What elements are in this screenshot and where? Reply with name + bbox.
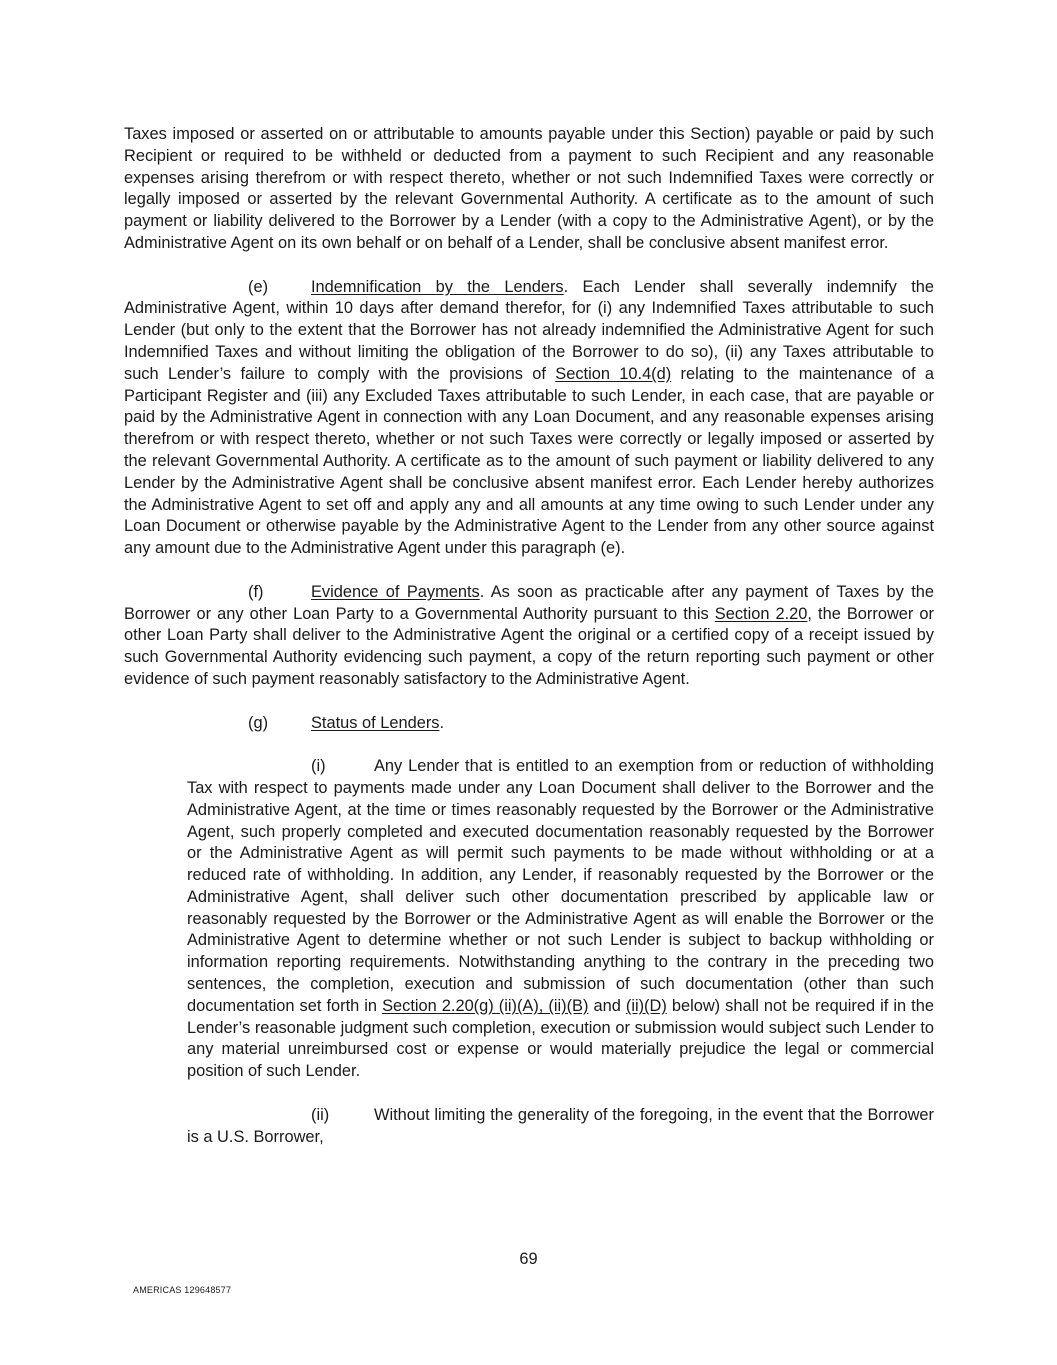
paragraph-e-label: (e) — [248, 277, 269, 296]
subparagraph-g-ii-text-1: Without limiting the generality of the foregoing, in the event that the Borrower is a U.S. Borrower, — [187, 1105, 934, 1146]
continuation-paragraph — [124, 124, 934, 255]
paragraph-g-heading: Status of Lenders — [311, 713, 440, 732]
section-reference-link: Section 2.20 — [714, 604, 808, 623]
subparagraph-g-i-text-3: below) shall not be required if in the Lender’s reasonable judgment such completion, execution or submission would subject such Lender to any material unreimbursed cost or expense or would materially prejudice the legal or commercial position of such Lender. — [187, 996, 934, 1081]
paragraph-e-text-2: relating to the maintenance of a Participant Register and (iii) any Excluded Taxes attributable to such Lender, in each case, that are payable or paid by the Administrative Agent in connection with any Loan Document, and any reasonable expenses arising therefrom or with respect thereto, whether or not such Taxes were correctly or legally imposed or asserted by the relevant Governmental Authority. A certificate as to the amount of such payment or liability delivered to any Lender by the Administrative Agent shall be conclusive absent manifest error. Each Lender hereby authorizes the Administrative Agent to set off and apply any and all amounts at any time owing to such Lender under any Loan Document or otherwise payable by the Administrative Agent to the Lender from any other source against any amount due to the Administrative Agent under this paragraph (e). — [124, 364, 934, 558]
subparagraph-g-i — [187, 756, 934, 1083]
paragraph-e — [124, 277, 934, 560]
document-id: AMERICAS 129648577 — [133, 1285, 232, 1295]
paragraph-g-trail: . — [439, 713, 445, 732]
section-reference-link: Section 10.4(d) — [555, 364, 672, 383]
paragraph-e-text-1: . Each Lender shall severally indemnify the Administrative Agent, within 10 days after demand therefor, for (i) any Indemnified Taxes attributable to such Lender (but only to the extent that the Borrower has not already indemnified the Administrative Agent for such Indemnified Taxes and without limiting the obligation of the Borrower to do so), (ii) any Taxes attributable to such Lender’s failure to comply with the provisions of — [124, 277, 934, 383]
paragraph-g-label: (g) — [248, 713, 269, 732]
paragraph-f-text-2: , the Borrower or other Loan Party shall deliver to the Administrative Agent the original or a certified copy of a receipt issued by such Governmental Authority evidencing such payment, a copy of the return reporting such payment or other evidence of such payment reasonably satisfactory to the Administrative Agent. — [124, 604, 934, 688]
paragraph-f — [124, 582, 934, 691]
subparagraph-g-i-text-2: and — [588, 996, 626, 1015]
subparagraph-g-i-text-1: Any Lender that is entitled to an exemption from or reduction of withholding Tax with respect to payments made under any Loan Document shall deliver to the Borrower and the Administrative Agent, at the time or times reasonably requested by the Borrower or the Administrative Agent, such properly completed and executed documentation reasonably requested by the Borrower or the Administrative Agent as will permit such payments to be made without withholding or at a reduced rate of withholding. In addition, any Lender, if reasonably requested by the Borrower or the Administrative Agent, shall deliver such other documentation prescribed by applicable law or reasonably requested by the Borrower or the Administrative Agent as will enable the Borrower or the Administrative Agent to determine whether or not such Lender is subject to backup withholding or information reporting requirements. Notwithstanding anything to the contrary in the preceding two sentences, the completion, execution and submission of such documentation (other than such documentation set forth in — [187, 757, 934, 1015]
subparagraph-g-i-label: (i) — [311, 757, 326, 776]
paragraph-f-heading: Evidence of Payments — [311, 582, 480, 601]
page-number: 69 — [519, 1250, 538, 1268]
section-reference-link: Section 2.20(g) (ii)(A), (ii)(B) — [382, 996, 589, 1015]
subparagraph-g-ii-label: (ii) — [311, 1105, 330, 1124]
continuation-text: Taxes imposed or asserted on or attributable to amounts payable under this Section) payable or paid by such Recipient or required to be withheld or deducted from a payment to such Recipient and any reasonable expenses arising therefrom or with respect thereto, whether or not such Indemnified Taxes were correctly or legally imposed or asserted by the relevant Governmental Authority. A certificate as to the amount of such payment or liability delivered to the Borrower by a Lender (with a copy to the Administrative Agent), or by the Administrative Agent on its own behalf or on behalf of a Lender, shall be conclusive absent manifest error. — [124, 125, 934, 252]
document-body — [124, 124, 934, 1170]
paragraph-e-heading: Indemnification by the Lenders — [311, 277, 564, 296]
section-reference-link: (ii)(D) — [625, 996, 667, 1015]
paragraph-g — [124, 713, 934, 735]
subparagraph-g-ii — [187, 1105, 934, 1149]
paragraph-f-text-1: . As soon as practicable after any payment of Taxes by the Borrower or any other Loan Party to a Governmental Authority pursuant to this — [124, 582, 934, 623]
paragraph-f-label: (f) — [248, 582, 264, 601]
paragraph-g-subsections — [187, 756, 934, 1148]
